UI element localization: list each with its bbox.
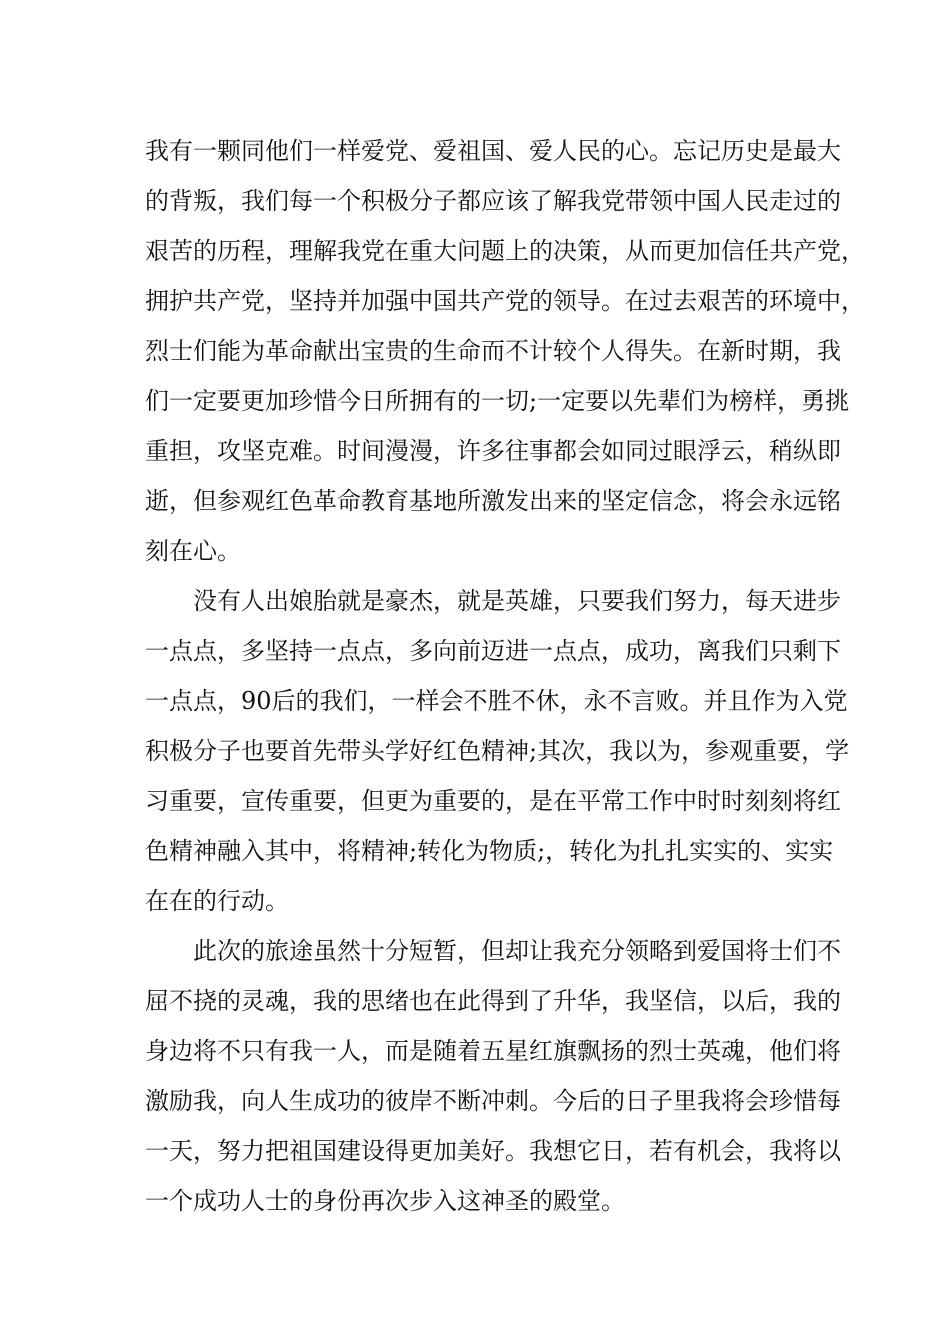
- paragraph-line: 烈士们能为革命献出宝贵的生命而不计较个人得失。在新时期，我: [145, 337, 841, 365]
- paragraph-line: 重担，攻坚克难。时间漫漫，许多往事都会如同过眼浮云，稍纵即: [145, 437, 841, 465]
- paragraph-line: 身边将不只有我一人，而是随着五星红旗飘扬的烈士英魂，他们将: [145, 1037, 841, 1065]
- paragraph-line: 逝，但参观红色革命教育基地所激发出来的坚定信念，将会永远铭: [145, 487, 841, 515]
- paragraph-line: 在在的行动。: [145, 887, 289, 915]
- paragraph-line: 们一定要更加珍惜今日所拥有的一切;一定要以先辈们为榜样，勇挑: [145, 387, 850, 415]
- paragraph-line: 没有人出娘胎就是豪杰，就是英雄，只要我们努力，每天进步: [193, 587, 841, 615]
- paragraph-line: 一点点，多坚持一点点，多向前迈进一点点，成功，离我们只剩下: [145, 637, 841, 665]
- paragraph-line: 一天，努力把祖国建设得更加美好。我想它日，若有机会，我将以: [145, 1137, 841, 1165]
- paragraph-line: 积极分子也要首先带头学好红色精神;其次，我以为，参观重要，学: [145, 737, 850, 765]
- paragraph-line: 一点点，90后的我们，一样会不胜不休，永不言败。并且作为入党: [145, 687, 848, 715]
- paragraph-line: 刻在心。: [145, 537, 241, 565]
- paragraph-line: 一个成功人士的身份再次步入这神圣的殿堂。: [145, 1187, 625, 1215]
- paragraph-line: 艰苦的历程，理解我党在重大问题上的决策，从而更加信任共产党，: [145, 237, 865, 265]
- paragraph-line: 拥护共产党，坚持并加强中国共产党的领导。在过去艰苦的环境中，: [145, 287, 865, 315]
- paragraph-line: 的背叛，我们每一个积极分子都应该了解我党带领中国人民走过的: [145, 187, 841, 215]
- paragraph-line: 色精神融入其中，将精神;转化为物质;，转化为扎扎实实的、实实: [145, 837, 834, 865]
- paragraph-line: 此次的旅途虽然十分短暂，但却让我充分领略到爱国将士们不: [193, 937, 841, 965]
- paragraph-line: 习重要，宣传重要，但更为重要的，是在平常工作中时时刻刻将红: [145, 787, 841, 815]
- paragraph-line: 屈不挠的灵魂，我的思绪也在此得到了升华，我坚信，以后，我的: [145, 987, 841, 1015]
- paragraph-line: 我有一颗同他们一样爱党、爱祖国、爱人民的心。忘记历史是最大: [145, 137, 841, 165]
- paragraph-line: 激励我，向人生成功的彼岸不断冲刺。今后的日子里我将会珍惜每: [145, 1087, 841, 1115]
